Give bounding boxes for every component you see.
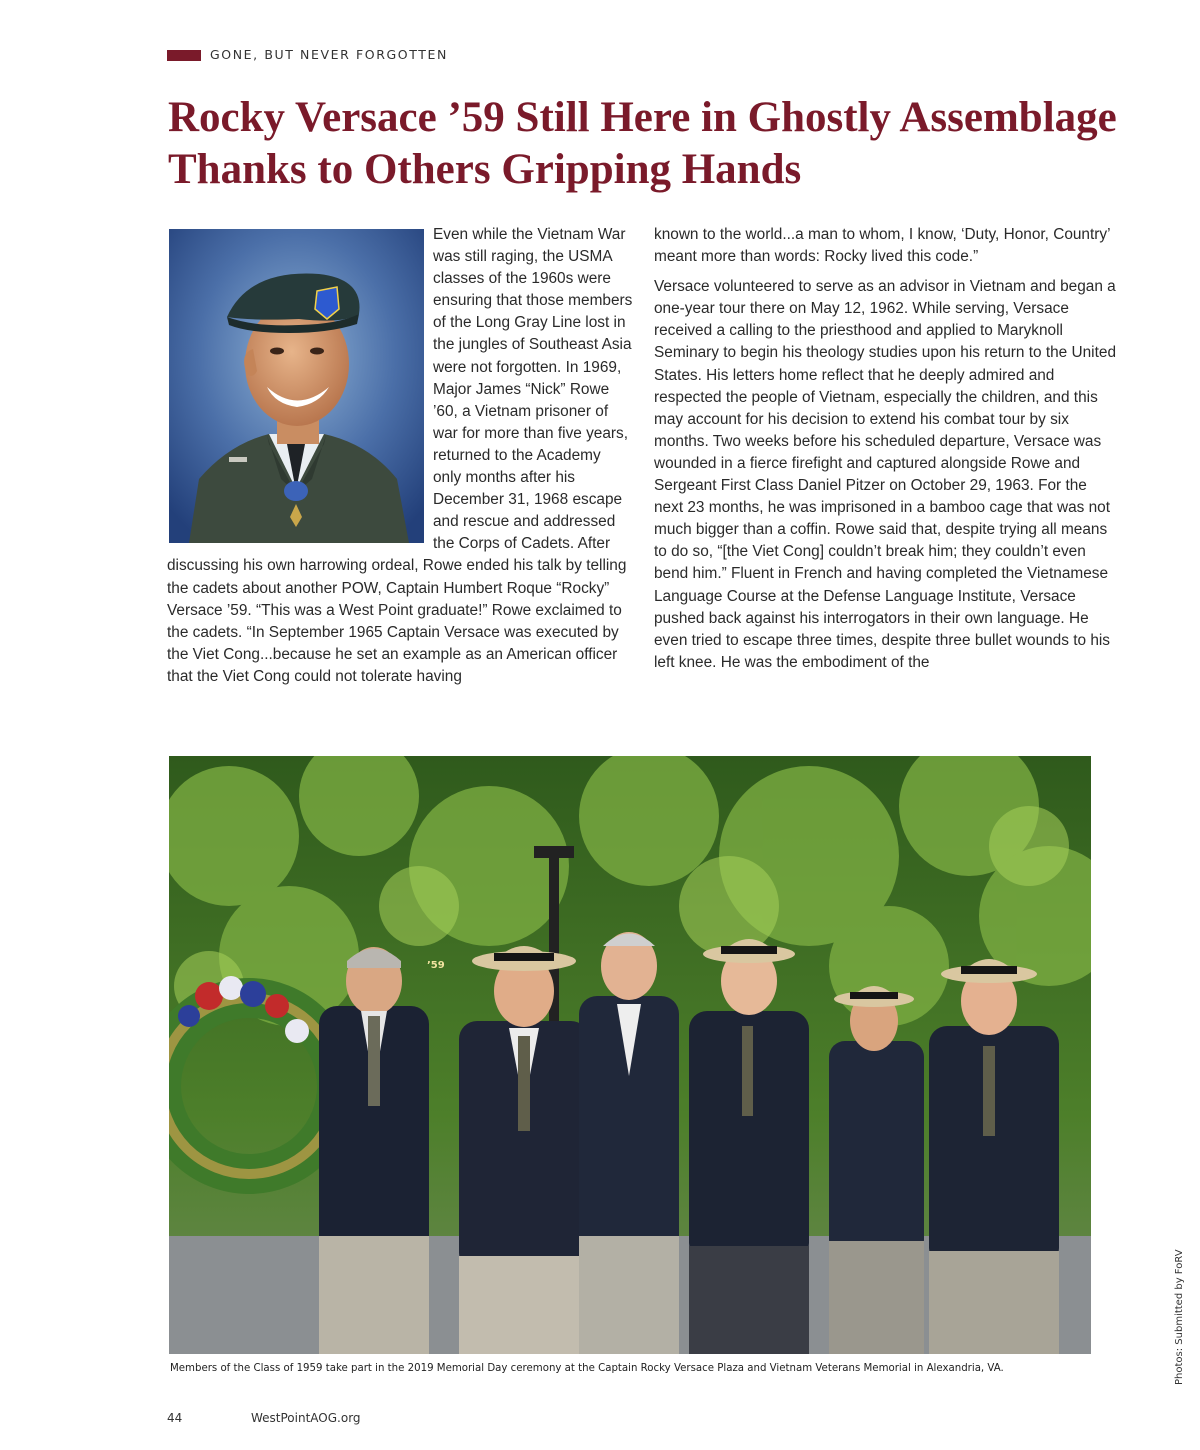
- footer-website: WestPointAOG.org: [251, 1411, 361, 1425]
- article-left-column: [167, 224, 633, 688]
- photo-caption: Members of the Class of 1959 take part in the 2019 Memorial Day ceremony at the Captain Rocky Versace Plaza and Vietnam Veterans Memorial in Alexandria, VA.: [170, 1363, 1004, 1374]
- article-right-column: [654, 224, 1120, 682]
- memorial-day-ceremony-photo: [169, 756, 1091, 1354]
- page-number: 44: [167, 1411, 183, 1425]
- article-title: Rocky Versace ’59 Still Here in Ghostly Assemblage Thanks to Others Gripping Hands: [168, 94, 1117, 193]
- section-label: GONE, BUT NEVER FORGOTTEN: [210, 47, 448, 62]
- article-paragraph: known to the world...a man to whom, I know, ‘Duty, Honor, Country’ meant more than words: Rocky lived this code.”: [654, 226, 1110, 266]
- article-paragraph: Versace volunteered to serve as an advisor in Vietnam and began a one-year tour there on May 12, 1962. While serving, Versace received a calling to the priesthood and applied to Maryknoll Seminary to begin his theology studies upon his return to the United States. His letters home reflect that he deeply admired and respected the people of Vietnam, especially the children, and this may account for his decision to extend his combat tour by six months. Two weeks before his scheduled departure, Versace was wounded in a fierce firefight and captured alongside Rowe and Sergeant First Class Daniel Pitzer on October 29, 1963. For the next 23 months, he was imprisoned in a bamboo cage that was not much bigger than a coffin. Rowe said that, despite trying all means to do so, “[the Viet Cong] couldn’t break him; they couldn’t even bend him.” Fluent in French and having completed the Vietnamese Language Course at the Defense Language Institute, Versace pushed back against his interrogators in their own language. He even tried to escape three times, despite three bullet wounds to his left knee. He was the embodiment of the: [654, 278, 1116, 671]
- section-color-bar: [167, 50, 201, 61]
- portrait-text-wrap-spacer: [167, 224, 433, 554]
- hat-band-label: ’59: [427, 960, 445, 971]
- photo-credit: Photos: Submitted by FoRV: [1174, 1249, 1185, 1385]
- article-body-text: Even while the Vietnam War was still raging, the USMA classes of the 1960s were ensuring that those members of the Long Gray Line lost in the jungles of Southeast Asia were not forgotten. In 1969, Major James “Nick” Rowe ’60, a Vietnam prisoner of war for more than five years, returned to the Academy only months after his December 31, 1968 escape and rescue and addressed the Corps of Cadets. After discussing his own harrowing ordeal, Rowe ended his talk by telling the cadets about another POW, Captain Humbert Roque “Rocky” Versace ’59. “This was a West Point graduate!” Rowe exclaimed to the cadets. “In September 1965 Captain Versace was executed by the Viet Cong...because he set an example as an American officer that the Viet Cong could not tolerate having: [167, 226, 633, 685]
